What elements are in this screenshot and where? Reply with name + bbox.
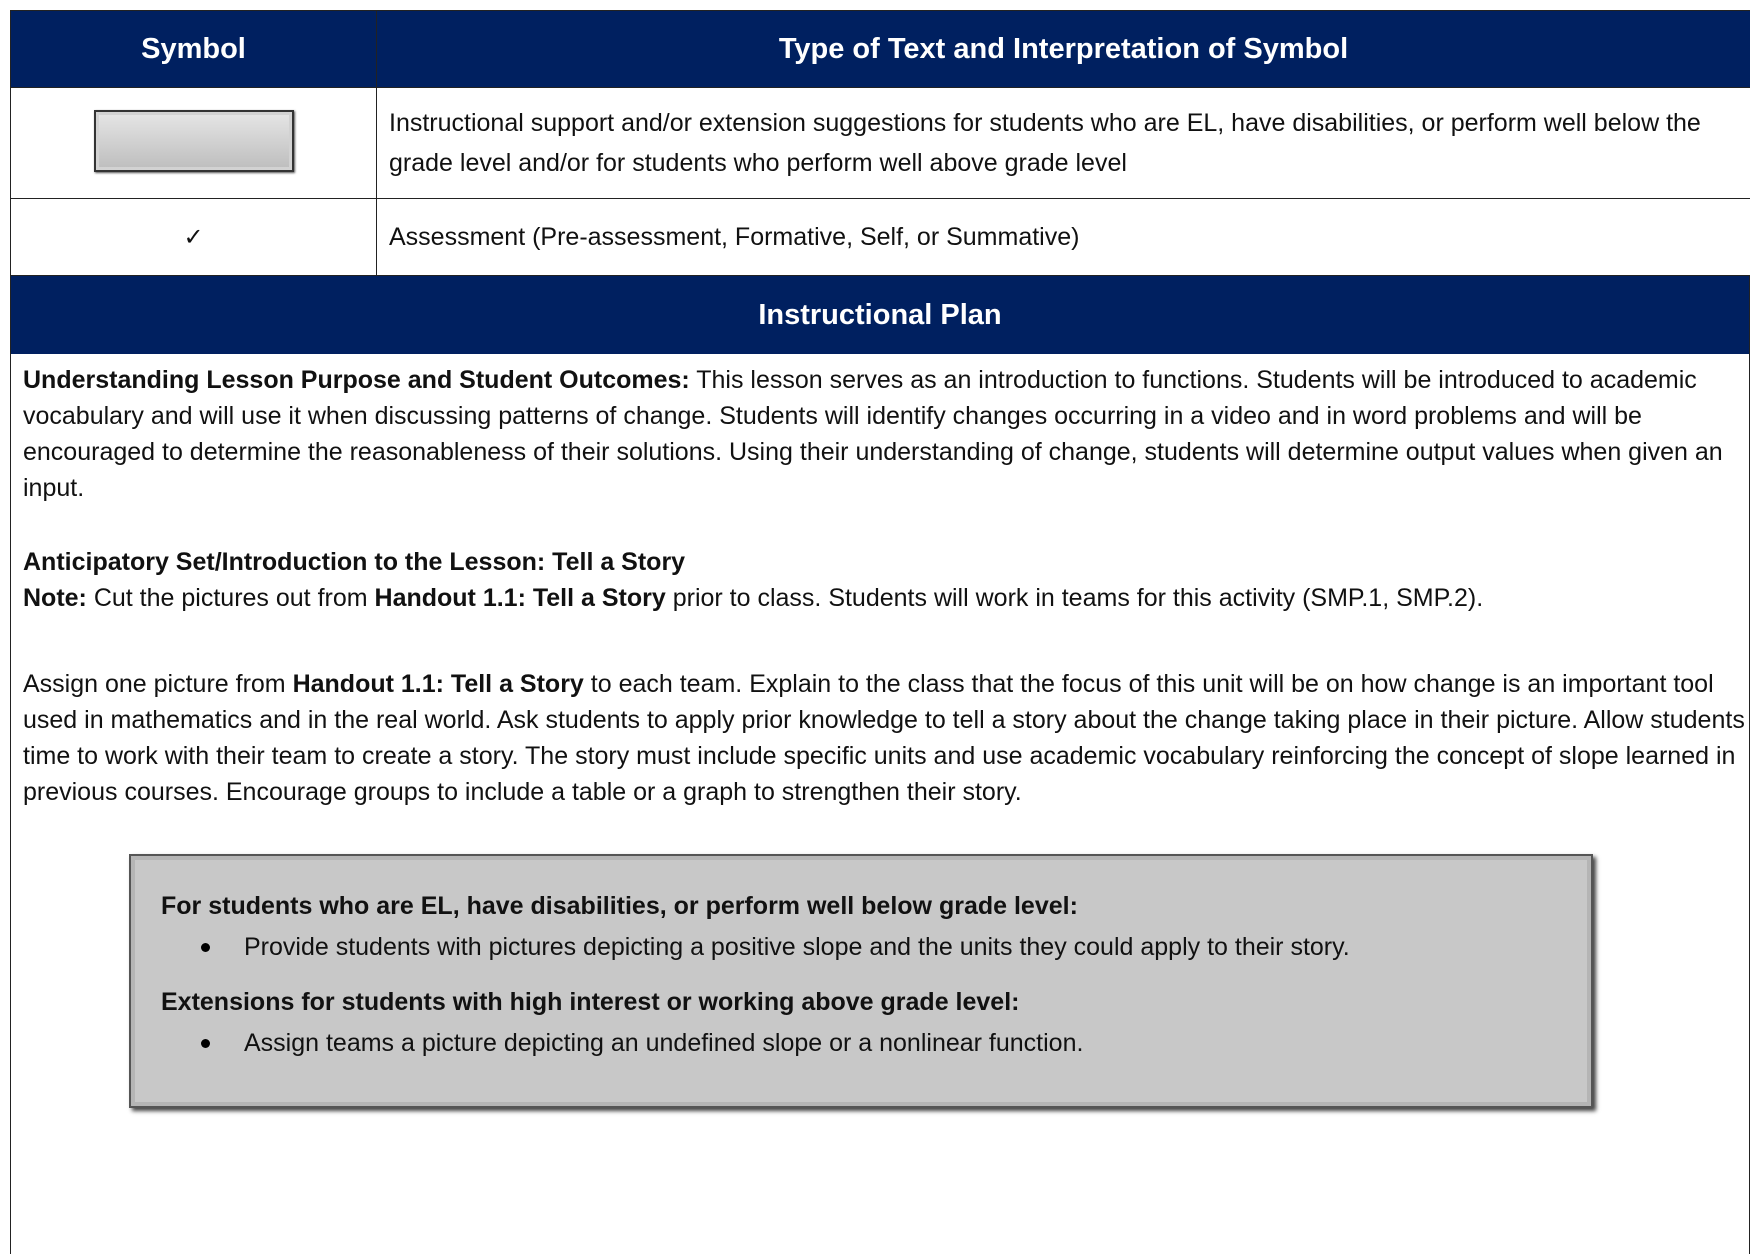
table-row xyxy=(11,199,1750,276)
symbol-legend-table xyxy=(10,10,1750,276)
support-extension-box xyxy=(129,854,1593,1108)
table-row xyxy=(11,88,1750,199)
bullet-icon xyxy=(201,1039,210,1048)
lesson-page xyxy=(10,10,1750,1254)
handout-name: Handout 1.1: Tell a Story xyxy=(293,670,584,698)
list-item: Provide students with pictures depicting a positive slope and the units they could apply to their story. xyxy=(201,933,1561,962)
gray-box-icon xyxy=(94,110,294,172)
bullet-icon xyxy=(201,943,210,952)
extension-heading: Extensions for students with high interest or working above grade level: xyxy=(161,988,1561,1017)
lesson-purpose-paragraph xyxy=(11,362,1750,506)
instructional-plan-header: Instructional Plan xyxy=(10,276,1750,354)
note-label: Note: xyxy=(23,584,87,612)
handout-name: Handout 1.1: Tell a Story xyxy=(375,584,666,612)
assign-paragraph: Assign one picture from Handout 1.1: Tell a Story to each team. Explain to the class that the focus of this unit will be on how change is an important tool used in mathematics and in the real world. Ask students to apply prior knowledge to tell a story about the change taking place in their picture. Allow students time to work with their team to create a story. The story must include specific units and use academic vocabulary reinforcing the concept of slope learned in previous courses. Encourage groups to include a table or a graph to strengthen their story. xyxy=(11,666,1750,810)
list-item: Assign teams a picture depicting an undefined slope or a nonlinear function. xyxy=(201,1029,1561,1058)
instructional-plan-body xyxy=(10,354,1750,1254)
type-column-header: Type of Text and Interpretation of Symbol xyxy=(377,11,1750,88)
symbol-column-header: Symbol xyxy=(11,11,377,88)
note-paragraph: Note: Cut the pictures out from Handout 1.1: Tell a Story prior to class. Students will work in teams for this activity (SMP.1, SMP.2). xyxy=(11,580,1741,616)
anticipatory-set xyxy=(11,544,1741,616)
support-heading: For students who are EL, have disabilities, or perform well below grade level: xyxy=(161,892,1561,921)
purpose-text: This lesson serves as an introduction to functions. Students will be introduced to academic vocabulary and will use it when discussing patterns of change. Students will identify changes occurring in a video and in word problems and will be encouraged to determine the reasonableness of their solutions. Using their understanding of change, students will determine output values when given an input. xyxy=(23,366,1723,502)
assessment-description: Assessment (Pre-assessment, Formative, Self, or Summative) xyxy=(377,199,1750,276)
checkmark-icon: ✓ xyxy=(183,224,203,251)
anticipatory-heading: Anticipatory Set/Introduction to the Lesson: Tell a Story xyxy=(11,544,1741,580)
purpose-label: Understanding Lesson Purpose and Student Outcomes: xyxy=(23,366,690,394)
support-description: Instructional support and/or extension suggestions for students who are EL, have disabilities, or perform well below the grade level and/or for students who perform well above grade level xyxy=(377,88,1750,199)
